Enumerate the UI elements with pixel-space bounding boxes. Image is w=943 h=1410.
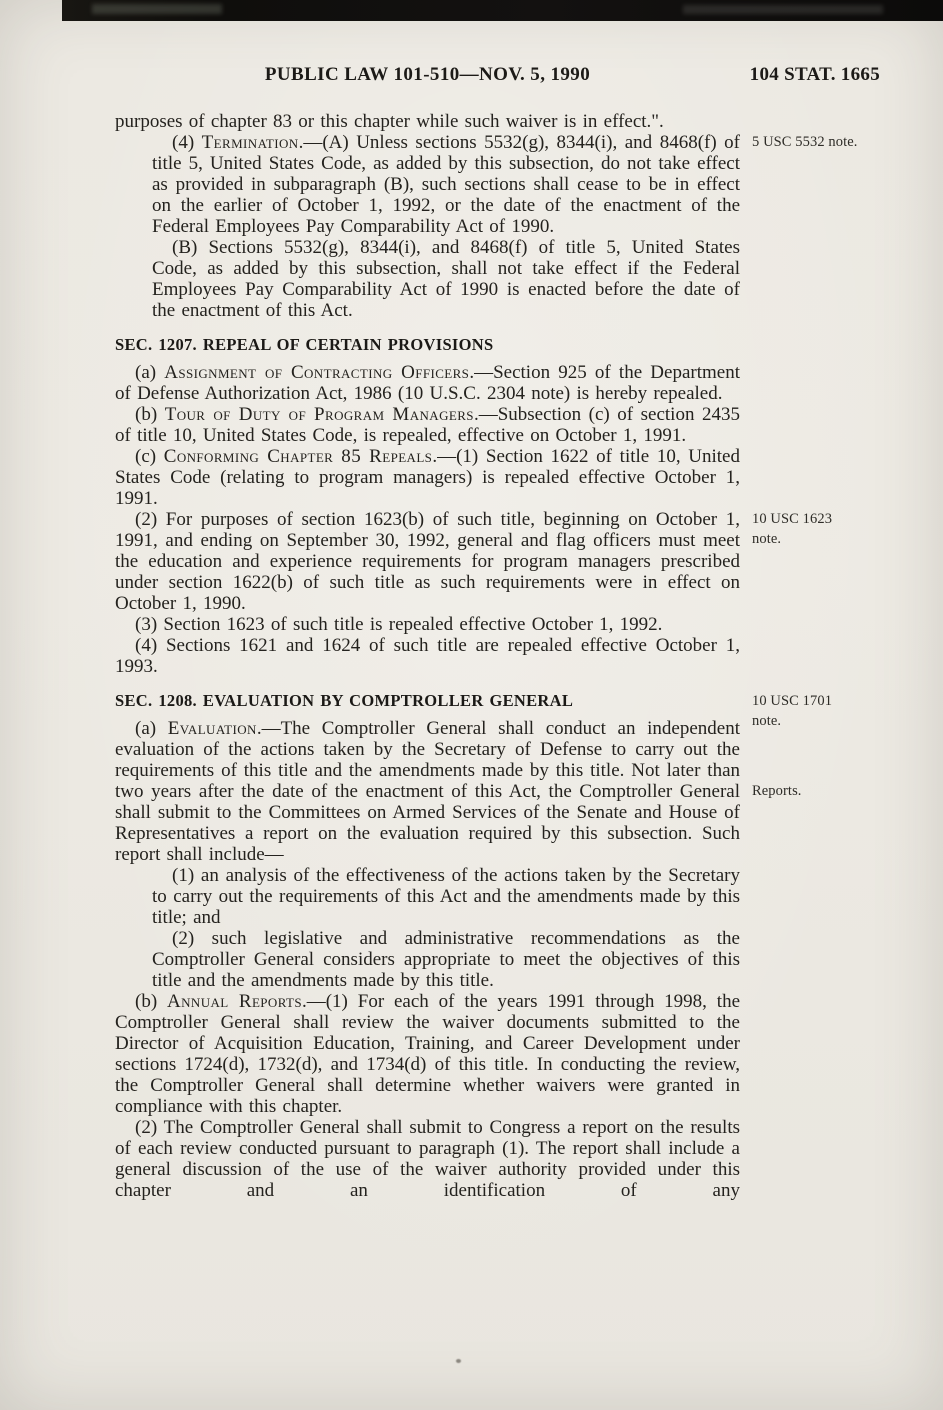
section-heading-text: SEC. 1207. REPEAL OF CERTAIN PROVISIONS — [115, 335, 494, 354]
paragraph-1207-c3 — [115, 614, 740, 635]
scan-artifact-bar — [62, 0, 943, 21]
paragraph-termination-b — [152, 237, 740, 321]
paragraph-termination-a — [152, 132, 858, 237]
paragraph-continuation — [115, 111, 740, 132]
paragraph-text: (b) Tour of Duty of Program Managers.—Subsection (c) of section 2435 of title 10, United States Code, is repealed, effective on October 1, 1991. — [115, 404, 741, 446]
paragraph-text: (B) Sections 5532(g), 8344(i), and 8468(f) of title 5, United States Code, as added by this subsection, shall not take effect if the Federal Employees Pay Comparability Act of 1990 is enacted before the date of the enactment of this Act. — [152, 237, 740, 321]
paragraph-text: (a) Assignment of Contracting Officers.—Section 925 of the Department of Defense Authorization Act, 1986 (10 U.S.C. 2304 note) is hereby repealed. — [115, 362, 740, 404]
paragraph-text: (a) Evaluation.—The Comptroller General shall conduct an independent evaluation of the actions taken by the Secretary of Defense to carry out the requirements of this title and the amendments made by this title. Not later than two years after the date of the enactment of this Act, the Comptroller General shall submit to the Committees on Armed Services of the Senate and House of Representatives a report on the evaluation required by this subsection. Such report shall include— — [115, 718, 740, 865]
paragraph-1208-a1 — [152, 865, 740, 928]
paragraph-1208-a2 — [152, 928, 740, 991]
paragraph-text: (4) Sections 1621 and 1624 of such title are repealed effective October 1, 1993. — [115, 635, 740, 677]
paragraph-text: (2) For purposes of section 1623(b) of such title, beginning on October 1, 1991, and ending on September 30, 1992, general and flag officers must meet the education and experience requirements for program managers prescribed under section 1622(b) of such title as such requirements were in effect on October 1, 1990. — [115, 509, 740, 614]
paragraph-1207-b — [115, 404, 740, 446]
section-heading-text: SEC. 1208. EVALUATION BY COMPTROLLER GENERAL — [115, 691, 574, 710]
running-head-title: PUBLIC LAW 101-510—NOV. 5, 1990 — [264, 64, 591, 85]
paragraph-1207-c2 — [115, 509, 833, 614]
page-body — [115, 111, 858, 1201]
paragraph-text: (1) an analysis of the effectiveness of the actions taken by the Secretary to carry out the requirements of this Act and the amendments made by this title; and — [152, 865, 740, 928]
paragraph-text: (4) Termination.—(A) Unless sections 5532(g), 8344(i), and 8468(f) of title 5, United States Code, as added by this subsection, do not take effect as provided in subparagraph (B), such sections shall cease to be in effect on the earlier of October 1, 1992, or the date of the enactment of the Federal Employees Pay Comparability Act of 1990. — [152, 132, 741, 237]
paragraph-1208-b1 — [115, 991, 740, 1117]
paragraph-1208-b2 — [115, 1117, 740, 1201]
section-heading-1208 — [115, 690, 833, 729]
running-head — [0, 64, 943, 90]
paragraph-text: (b) Annual Reports.—(1) For each of the years 1991 through 1998, the Comptroller General shall review the waiver documents submitted to the Director of Acquisition Education, Training, and Career Development under sections 1724(d), 1732(d), and 1734(d) of this title. In conducting the review, the Comptroller General shall determine whether waivers were granted in compliance with this chapter. — [115, 991, 740, 1117]
margin-note-reports: Reports. — [752, 783, 802, 799]
paragraph-1208-a — [115, 718, 802, 865]
margin-note-10-usc-1701: 10 USC 1701 note. — [752, 693, 833, 729]
paragraph-text: purposes of chapter 83 or this chapter while such waiver is in effect.". — [115, 111, 664, 132]
margin-note-10-usc-1623: 10 USC 1623 note. — [752, 511, 833, 547]
paragraph-1207-c4 — [115, 635, 740, 677]
paragraph-text: (c) Conforming Chapter 85 Repeals.—(1) Section 1622 of title 10, United States Code (relating to program managers) is repealed effective October 1, 1991. — [115, 446, 740, 509]
running-head-page-number: 104 STAT. 1665 — [749, 64, 880, 85]
scan-speck — [456, 1359, 461, 1363]
paragraph-text: (3) Section 1623 of such title is repealed effective October 1, 1992. — [135, 614, 663, 635]
section-heading-1207 — [115, 334, 740, 355]
paragraph-1207-a — [115, 362, 740, 404]
paragraph-text: (2) such legislative and administrative recommendations as the Comptroller General considers appropriate to meet the objectives of this title and the amendments made by this title. — [152, 928, 740, 991]
paragraph-text: (2) The Comptroller General shall submit to Congress a report on the results of each review conducted pursuant to paragraph (1). The report shall include a general discussion of the use of the waiver authority provided under this chapter and an identification of any — [115, 1117, 740, 1201]
paragraph-1207-c1 — [115, 446, 740, 509]
margin-note-5-usc-5532: 5 USC 5532 note. — [752, 134, 858, 150]
